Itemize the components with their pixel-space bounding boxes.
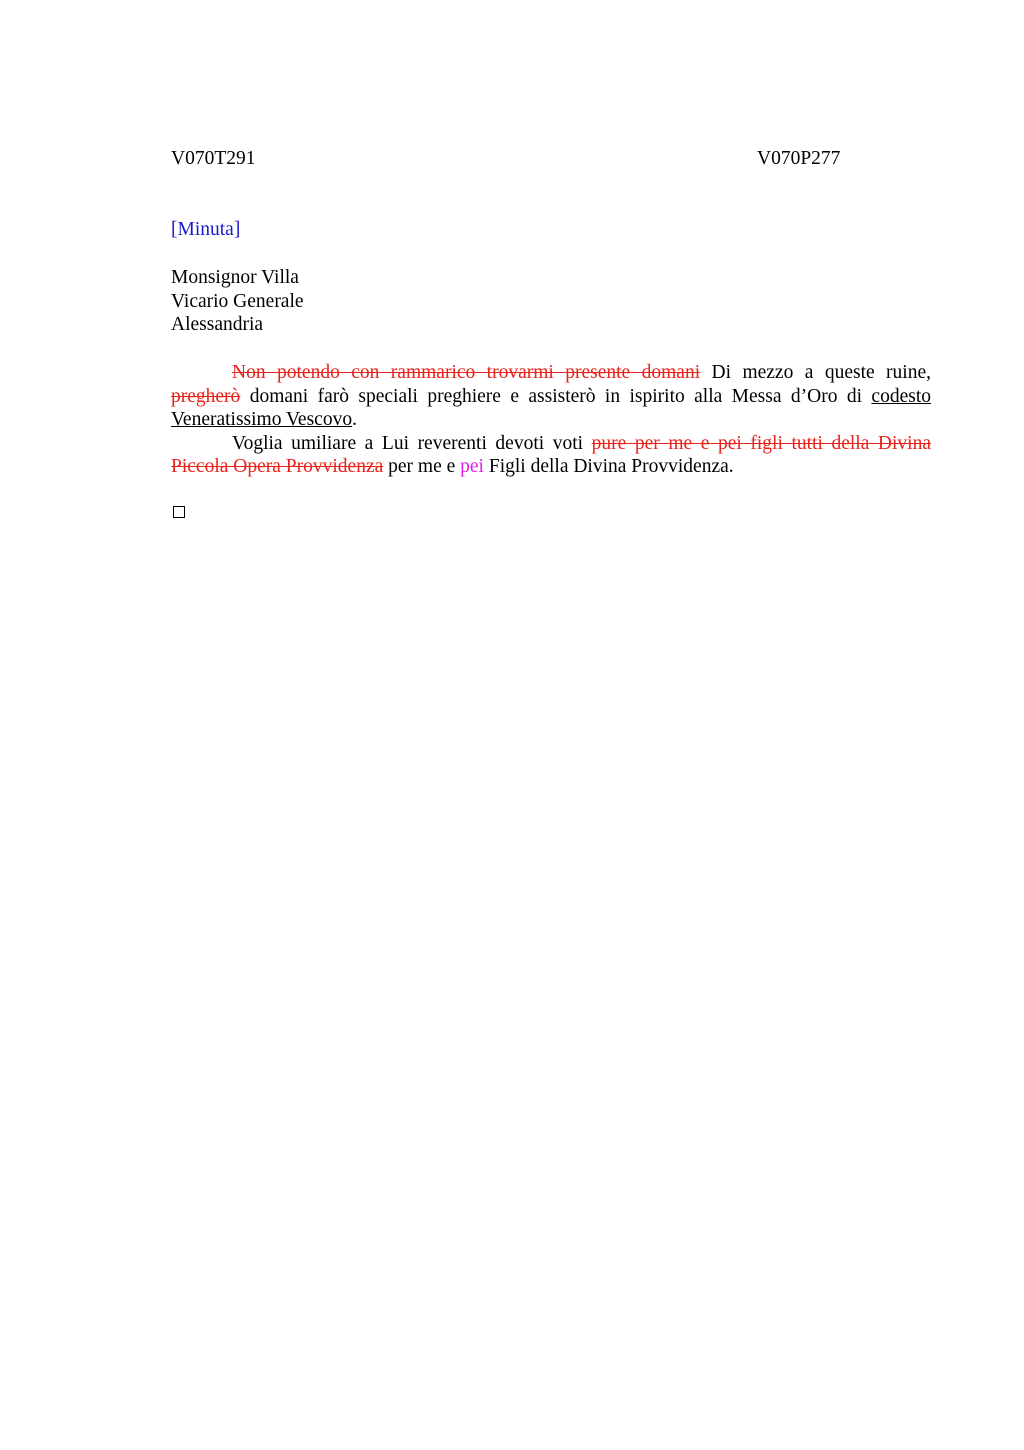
body-text: Voglia umiliare a Lui reverenti devoti voti [232, 432, 592, 454]
deleted-text: pregherò [171, 385, 241, 407]
document-code-left: V070T291 [171, 148, 256, 169]
deleted-text: Non potendo con rammarico trovarmi presente domani [232, 362, 701, 383]
recipient-address [171, 266, 304, 337]
underlined-text: codesto Veneratissimo Vescovo [171, 385, 931, 430]
body-text: per me e [383, 456, 461, 477]
end-mark-square-icon [173, 506, 185, 518]
deleted-text: pure per me e pei figli tutti della Divina Piccola Opera Provvidenza [171, 432, 932, 477]
address-line-name: Monsignor Villa [171, 267, 299, 288]
document-code-right: V070P277 [757, 148, 841, 169]
inserted-text: pei [460, 456, 484, 477]
letter-body [171, 361, 931, 479]
draft-tag: [Minuta] [171, 219, 241, 240]
body-text: domani farò speciali preghiere e assisterò in ispirito alla Messa d’Oro di [240, 385, 872, 407]
address-line-title: Vicario Generale [171, 290, 304, 312]
body-text: . [352, 409, 357, 430]
paragraph-2 [171, 432, 931, 479]
address-line-city: Alessandria [171, 314, 264, 335]
body-text: Figli della Divina Provvidenza. [483, 456, 734, 477]
body-text: Di mezzo a queste ruine, [700, 362, 932, 383]
paragraph-1 [171, 361, 931, 432]
